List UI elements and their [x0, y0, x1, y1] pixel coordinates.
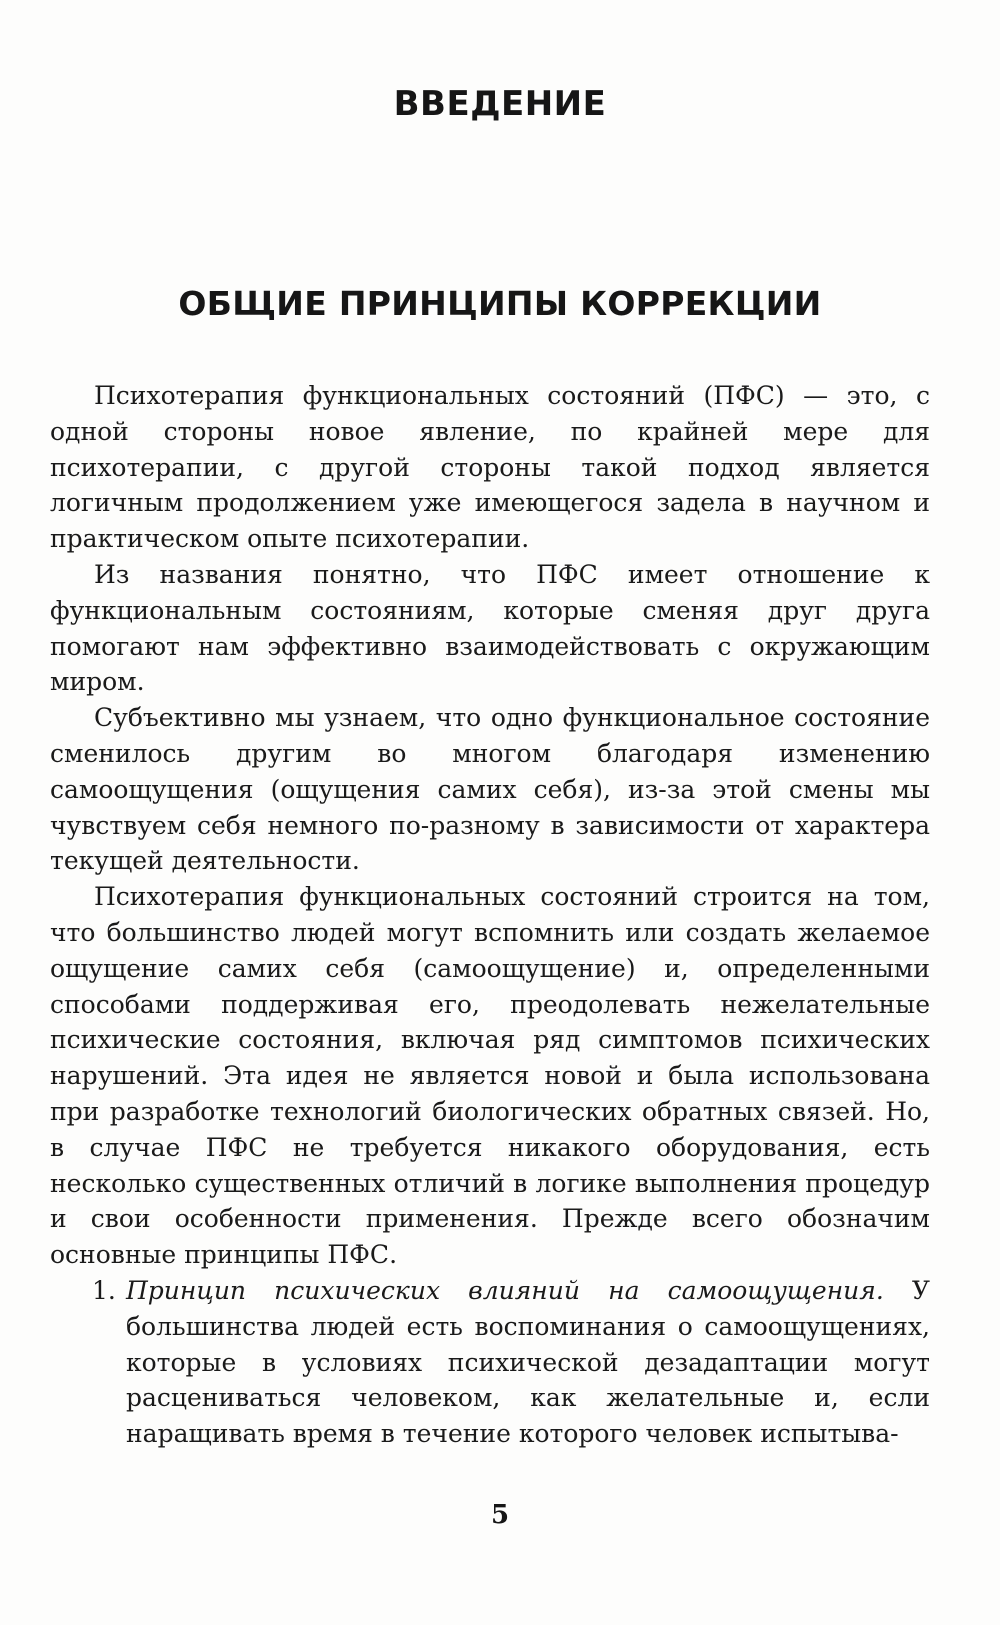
chapter-title: ВВЕДЕНИЕ	[393, 84, 607, 124]
body-text	[50, 378, 930, 1452]
list-item-title: Принцип психических влияний на самоощущения.	[126, 1275, 884, 1305]
list-item	[50, 1273, 930, 1452]
list-item-number: 1.	[92, 1275, 116, 1305]
page-number: 5	[490, 1500, 510, 1530]
paragraph: Из названия понятно, что ПФС имеет отношение к функциональным состояниям, которые сменяя друг друга помогают нам эффективно взаимодействовать с окружающим миром.	[50, 559, 930, 697]
paragraph: Психотерапия функциональных состояний строится на том, что большинство людей могут вспомнить или создать желаемое ощущение самих себя (самоощущение) и, определенными способами поддерживая его, преодолевать нежелательные психические состояния, включая ряд симптомов психических нарушений. Эта идея не является новой и была использована при разработке технологий биологических обратных связей. Но, в случае ПФС не требуется никакого оборудования, есть несколько существенных отличий в логике выполнения процедур и свои особенности применения. Прежде всего обозначим основные принципы ПФС.	[50, 882, 930, 1270]
section-title: ОБЩИЕ ПРИНЦИПЫ КОРРЕКЦИИ	[178, 284, 822, 323]
paragraph: Психотерапия функциональных состояний (ПФС) — это, с одной стороны новое явление, по крайней мере для психотерапии, с другой стороны такой подход является логичным продолжением уже имеющегося задела в научном и практическом опыте психотерапии.	[50, 381, 930, 554]
paragraph: Субъективно мы узнаем, что одно функциональное состояние сменилось другим во многом благодаря изменению самоощущения (ощущения самих себя), из-за этой смены мы чувствуем себя немного по-разному в зависимости от характера текущей деятельности.	[50, 703, 930, 876]
list-item-text: У большинства людей есть воспоминания о самоощущениях, которые в условиях психической дезадаптации могут расцениваться человеком, как желательные и, если наращивать время в течение которого человек испытыва-	[126, 1275, 930, 1449]
